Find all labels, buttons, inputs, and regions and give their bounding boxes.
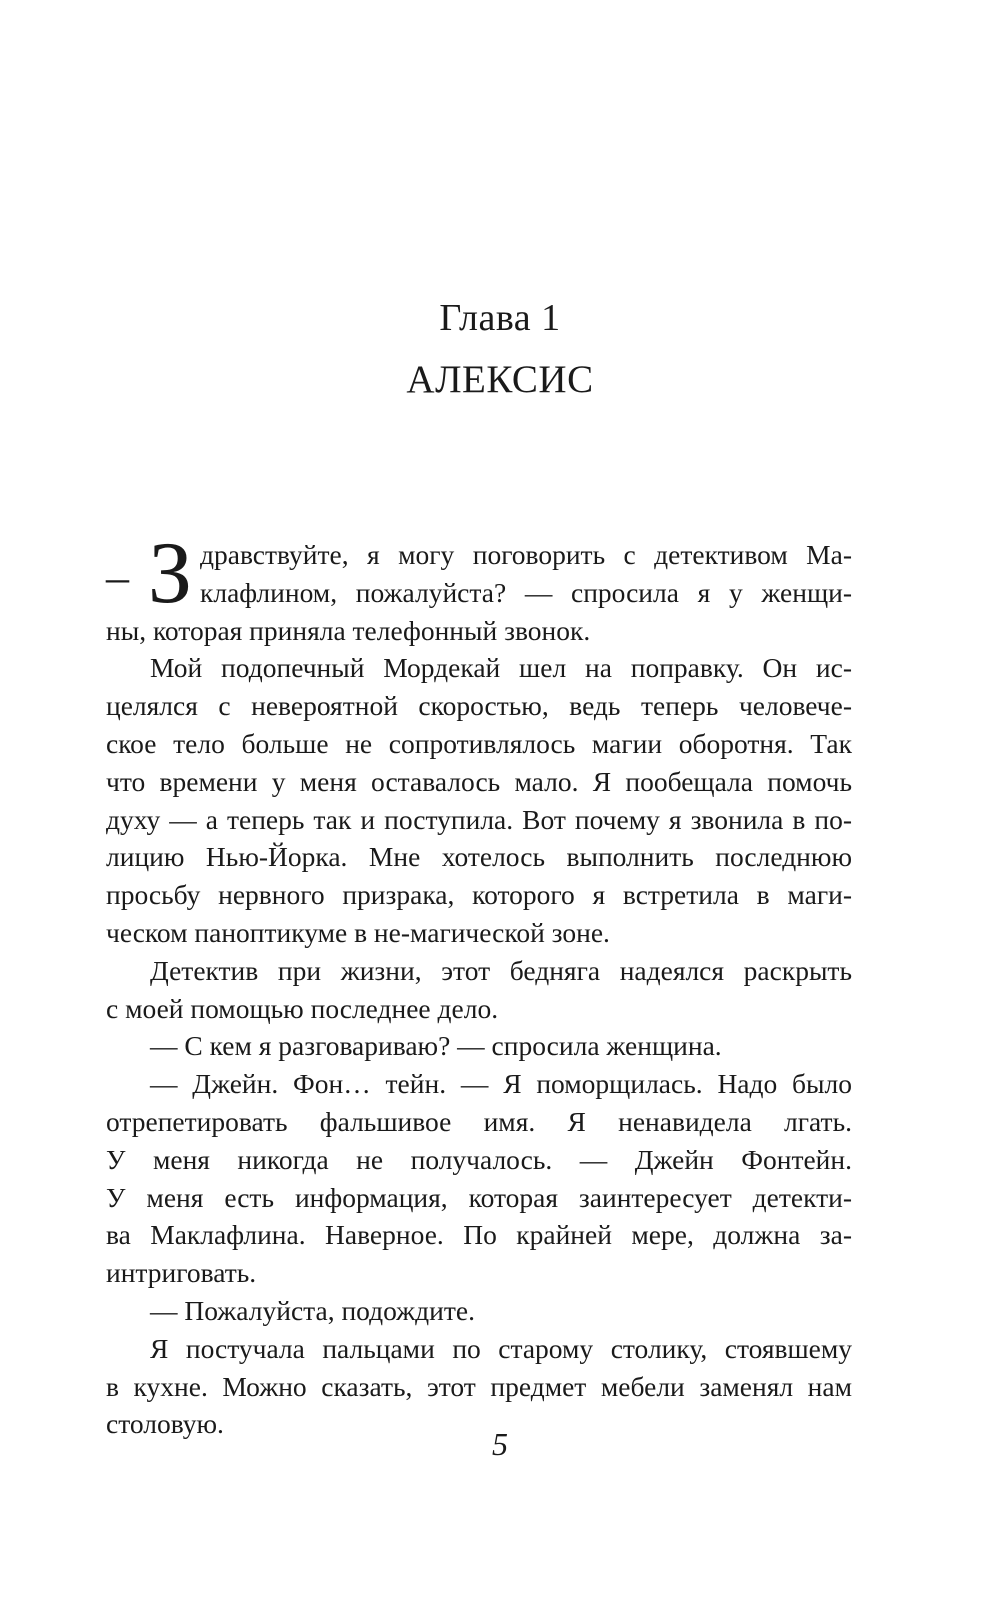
text-line: отрепетировать фальшивое имя. Я ненавидела лгать. [106, 1105, 852, 1137]
text-line: У меня есть информация, которая заинтересует детекти- [106, 1181, 852, 1213]
text-line: что времени у меня оставалось мало. Я пообещала помочь [106, 765, 852, 797]
text-line: столовую. [106, 1408, 224, 1440]
text-line: ны, которая приняла телефонный звонок. [106, 614, 591, 646]
chapter-title: АЛЕКСИС [406, 358, 594, 401]
text-line: духу — а теперь так и поступила. Вот почему я звонила в по- [106, 803, 852, 835]
text-line: лицию Нью-Йорка. Мне хотелось выполнить последнюю [106, 841, 852, 873]
text-line: Детектив при жизни, этот бедняга надеялся раскрыть [150, 954, 852, 986]
text-line: в кухне. Можно сказать, этот предмет мебели заменял нам [106, 1370, 852, 1402]
dropcap-paragraph-lines [200, 536, 852, 612]
text-line: целялся с невероятной скоростью, ведь теперь человече- [106, 690, 852, 722]
text-line: Мой подопечный Мордекай шел на поправку. Он ис- [150, 652, 852, 684]
page-number: 5 [492, 1426, 508, 1462]
body-text [106, 612, 852, 1444]
text-line: дравствуйте, я могу поговорить с детективом Ма- [200, 539, 852, 570]
text-line: клафлином, пожалуйста? — спросила я у женщи- [200, 576, 852, 608]
text-line: интриговать. [106, 1257, 257, 1289]
text-line: — Джейн. Фон… тейн. — Я поморщилась. Надо было [150, 1068, 852, 1100]
dropcap-dash: – [106, 551, 129, 602]
text-line: с моей помощью последнее дело. [106, 992, 499, 1024]
text-line: — Пожалуйста, подождите. [150, 1294, 475, 1326]
chapter-number: Глава 1 [439, 297, 561, 339]
text-line: Я постучала пальцами по старому столику, стоявшему [150, 1332, 852, 1364]
text-line: просьбу нервного призрака, которого я встретила в маги- [106, 879, 852, 911]
text-line: У меня никогда не получалось. — Джейн Фонтейн. [106, 1143, 852, 1175]
text-line: ческом паноптикуме в не-магической зоне. [106, 916, 610, 948]
text-line: ское тело больше не сопротивлялось магии оборотня. Так [106, 727, 852, 759]
text-line: ва Маклафлина. Наверное. По крайней мере, должна за- [106, 1219, 852, 1251]
text-line: — С кем я разговариваю? — спросила женщина. [150, 1030, 722, 1062]
dropcap-letter: З [148, 525, 193, 622]
